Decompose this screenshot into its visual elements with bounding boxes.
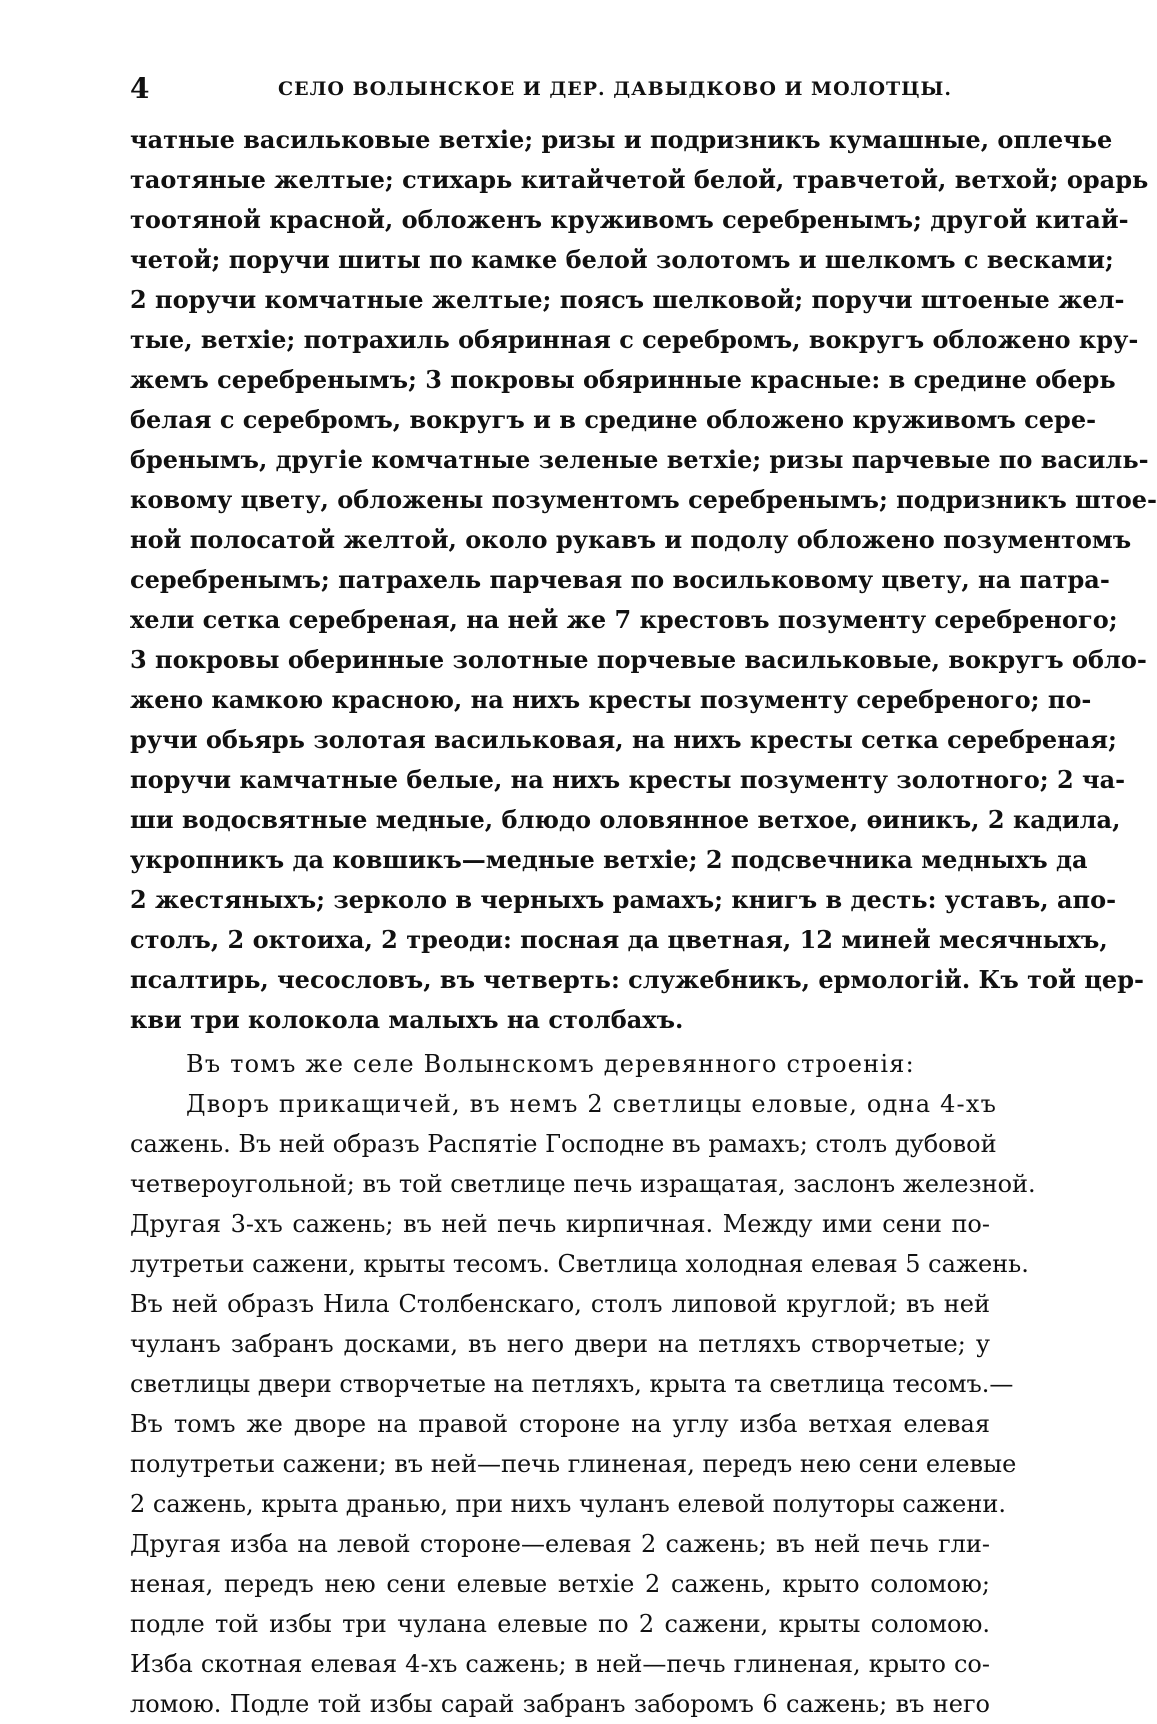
text-line: чуланъ забранъ досками, въ него двери на петляхъ створчетые; у — [130, 1330, 990, 1358]
text-line: столъ, 2 октоиха, 2 треоди: посная да цветная, 12 миней месячныхъ, — [130, 925, 1108, 954]
text-line: сажень. Въ ней образъ Распятіе Господне въ рамахъ; столъ дубовой — [130, 1130, 997, 1158]
section-heading: Въ томъ же селе Волынскомъ деревянного строенія: — [186, 1050, 915, 1078]
text-line: ручи обьярь золотая васильковая, на нихъ кресты сетка серебреная; — [130, 725, 1117, 754]
text-line: ной полосатой желтой, около рукавъ и подолу обложено позументомъ — [130, 525, 1132, 554]
text-line: Изба скотная елевая 4-хъ сажень; в ней—печь глиненая, крыто со- — [130, 1650, 990, 1678]
text-line: ломою. Подле той избы сарай забранъ заборомъ 6 сажень; въ него — [130, 1690, 990, 1718]
text-line: чатные васильковые ветхіе; ризы и подризникъ кумашные, оплечье — [130, 125, 1113, 154]
text-line: ковому цвету, обложены позументомъ серебренымъ; подризникъ штое- — [130, 485, 1157, 514]
page-number: 4 — [130, 72, 150, 105]
text-line: серебренымъ; патрахель парчевая по восильковому цвету, на патра- — [130, 565, 1110, 594]
text-line: подле той избы три чулана елевые по 2 сажени, крыты соломою. — [130, 1610, 990, 1638]
text-line: укропникъ да ковшикъ—медные ветхіе; 2 подсвечника медныхъ да — [130, 845, 1088, 874]
text-line: тоотяной красной, обложенъ круживомъ серебренымъ; другой китай- — [130, 205, 1129, 234]
text-line: светлицы двери створчетые на петляхъ, крыта та светлица тесомъ.— — [130, 1370, 1014, 1398]
text-line: 2 сажень, крыта дранью, при нихъ чуланъ елевой полуторы сажени. — [130, 1490, 1006, 1518]
text-line: Дворъ прикащичей, въ немъ 2 светлицы еловые, одна 4-хъ — [186, 1090, 998, 1118]
body-text — [130, 120, 1157, 1724]
text-line: таотяные желтые; стихарь китайчетой белой, травчетой, ветхой; орарь — [130, 165, 1149, 194]
text-line: бренымъ, другіе комчатные зеленые ветхіе; ризы парчевые по василь- — [130, 445, 1149, 474]
page-header — [130, 72, 990, 106]
paragraph-buildings — [130, 1084, 1036, 1724]
paragraph-inventory — [130, 120, 1157, 1040]
text-line: ши водосвятные медные, блюдо оловянное ветхое, ѳиникъ, 2 кадила, — [130, 805, 1121, 834]
text-line: полутретьи сажени; въ ней—печь глиненая, передъ нею сени елевые — [130, 1450, 1017, 1478]
text-line: четвероугольной; въ той светлице печь изращатая, заслонъ железной. — [130, 1170, 1036, 1198]
text-line: хели сетка серебреная, на ней же 7 крестовъ позументу серебреного; — [130, 605, 1118, 634]
text-line: 2 поручи комчатные желтые; поясъ шелковой; поручи штоеные жел- — [130, 285, 1125, 314]
text-line: жено камкою красною, на нихъ кресты позументу серебреного; по- — [130, 685, 1092, 714]
text-line: жемъ серебренымъ; 3 покровы обяринные красные: в средине оберь — [130, 365, 1116, 394]
text-line: Въ томъ же дворе на правой стороне на углу изба ветхая елевая — [130, 1410, 990, 1438]
text-line: четой; поручи шиты по камке белой золотомъ и шелкомъ с весками; — [130, 245, 1114, 274]
text-line: лутретьи сажени, крыты тесомъ. Светлица холодная елевая 5 сажень. — [130, 1250, 1029, 1278]
text-line: псалтирь, чесословъ, въ четверть: служебникъ, ермологій. Къ той цер- — [130, 965, 1144, 994]
text-line: Въ ней образъ Нила Столбенскаго, столъ липовой круглой; въ ней — [130, 1290, 990, 1318]
text-line: 3 покровы оберинные золотные порчевые васильковые, вокругъ обло- — [130, 645, 1147, 674]
text-line: тые, ветхіе; потрахиль обяринная с серебромъ, вокругъ обложено кру- — [130, 325, 1139, 354]
running-title: СЕЛО ВОЛЫНСКОЕ И ДЕР. ДАВЫДКОВО И МОЛОТЦЫ. — [278, 78, 952, 100]
text-line: белая с серебромъ, вокругъ и в средине обложено круживомъ сере- — [130, 405, 1097, 434]
text-line: поручи камчатные белые, на нихъ кресты позументу золотного; 2 ча- — [130, 765, 1126, 794]
text-line: неная, передъ нею сени елевые ветхіе 2 сажень, крыто соломою; — [130, 1570, 990, 1598]
text-line: 2 жестяныхъ; зерколо в черныхъ рамахъ; книгъ в десть: уставъ, апо- — [130, 885, 1117, 914]
text-line: Другая изба на левой стороне—елевая 2 сажень; въ ней печь гли- — [130, 1530, 990, 1558]
text-line: Другая 3-хъ сажень; въ ней печь кирпичная. Между ими сени по- — [130, 1210, 990, 1238]
text-line: кви три колокола малыхъ на столбахъ. — [130, 1005, 684, 1034]
